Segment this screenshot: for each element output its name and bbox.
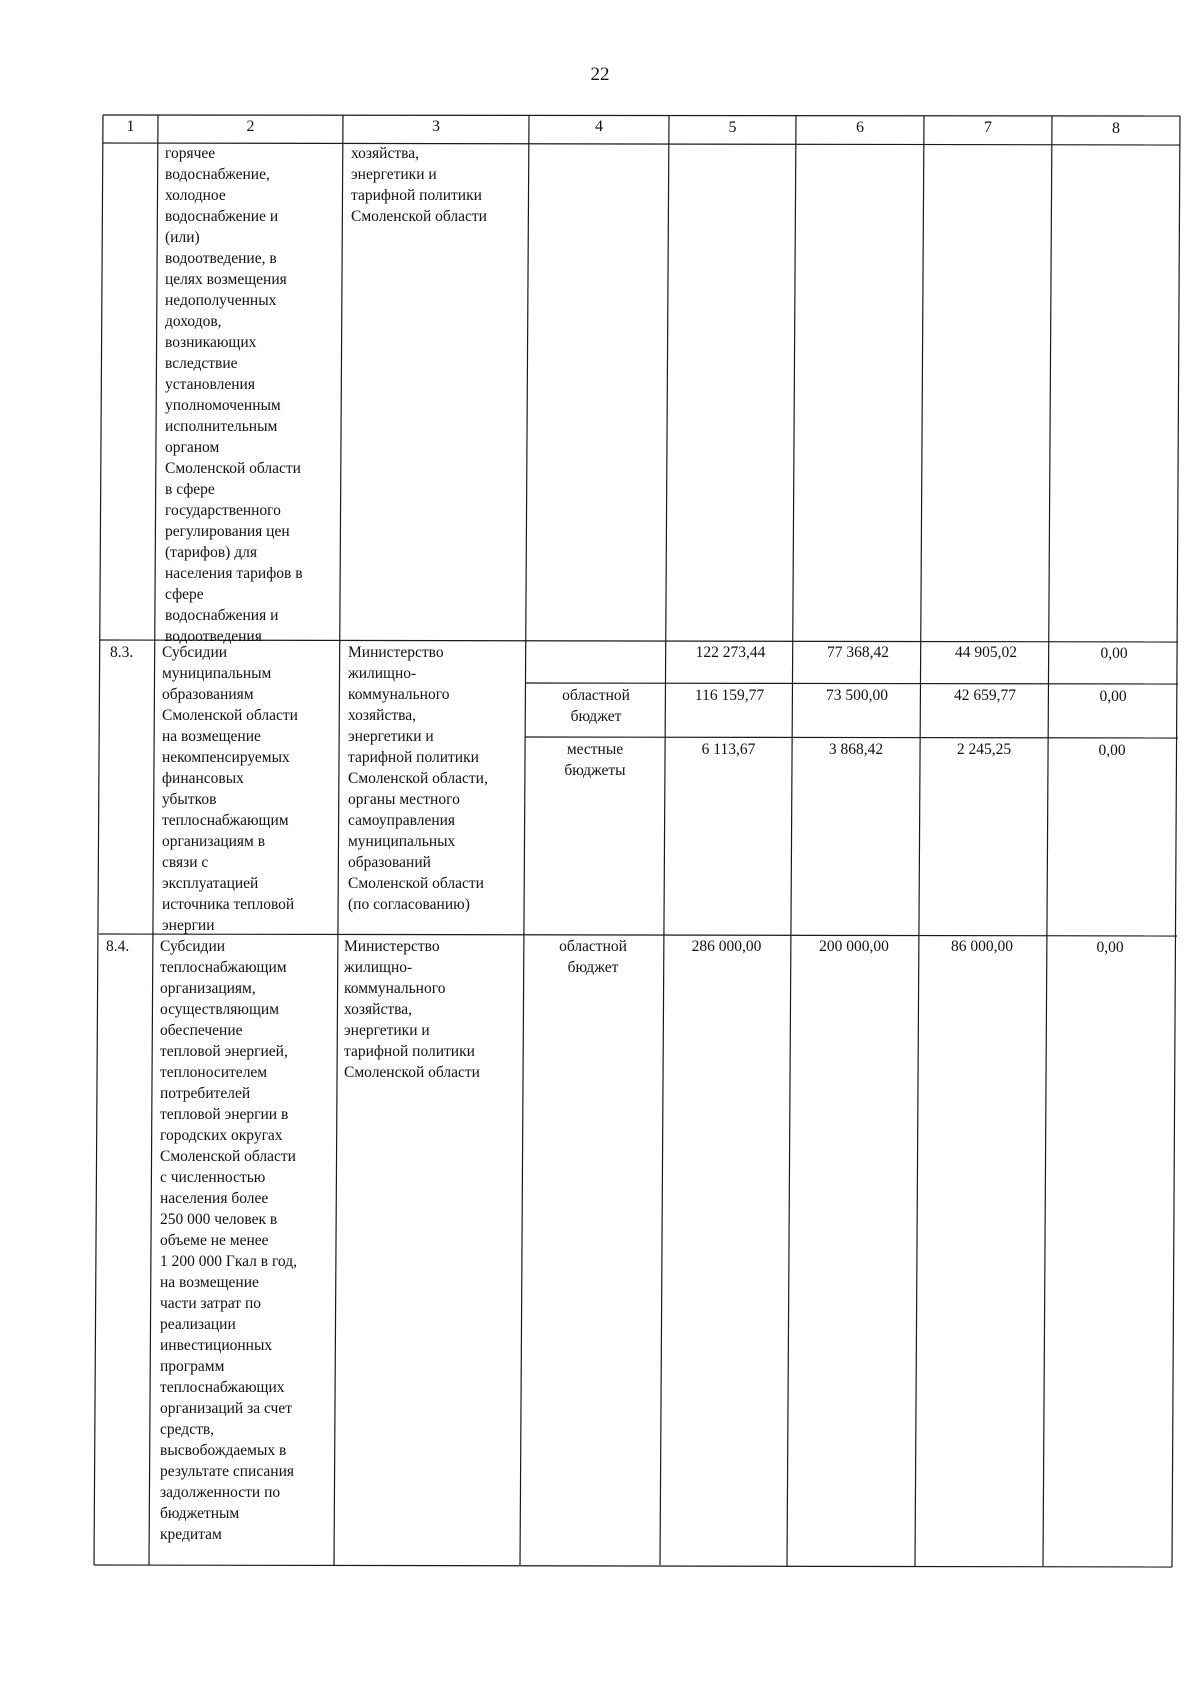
page-number: 22: [590, 64, 610, 85]
measure-name-8-4: Субсидии теплоснабжающим организациям, осуществляющим обеспечение тепловой энергией, теплоносителем потребителей тепловой энергии в городских округах Смоленской области с численностью населения более 250 000 человек в объеме не менее 1 200 000 Гкал в год, на возмещение части затрат по реализации инвестиционных программ теплоснабжающих организаций за счет средств, высвобождаемых в результате списания задолженности по бюджетным кредитам: [160, 938, 297, 1543]
row-number-8-3: 8.3.: [110, 644, 134, 661]
column-header-5: 5: [728, 119, 737, 136]
column-header-6: 6: [856, 119, 864, 136]
value-total-col8-8-3: 0,00: [1100, 645, 1128, 662]
measure-name-8-3: Субсидии муниципальным образованиям Смоленской области на возмещение некомпенсируемых финансовых убытков теплоснабжающим организациям в связи с эксплуатацией источника тепловой энергии: [162, 644, 298, 934]
executor-8-3: Министерство жилищно- коммунального хозяйства, энергетики и тарифной политики Смоленской области, органы местного самоуправления муниципальных образований Смоленской области (по согласованию): [348, 644, 488, 913]
column-header-1: 1: [126, 118, 135, 135]
continuation-executor: хозяйства, энергетики и тарифной политики Смоленской области: [351, 145, 487, 225]
value-col6-8-4: 200 000,00: [819, 938, 889, 955]
source-local-8-3: местные бюджеты: [564, 741, 626, 779]
value-col5-8-4: 286 000,00: [691, 938, 762, 955]
value-regional-col8-8-3: 0,00: [1099, 688, 1127, 705]
executor-8-4: Министерство жилищно- коммунального хозяйства, энергетики и тарифной политики Смоленской области: [344, 938, 480, 1081]
column-header-3: 3: [432, 118, 440, 135]
value-local-col8-8-3: 0,00: [1098, 742, 1126, 759]
value-local-col6-8-3: 3 868,42: [828, 741, 884, 758]
continuation-measure-name: горячее водоснабжение, холодное водоснабжение и (или) водоотведение, в целях возмещения недополученных доходов, возникающих вследствие установления уполномоченным исполнительным органом Смоленской области в сфере государственного регулирования цен (тарифов) для населения тарифов в сфере водоснабжения и водоотведения: [165, 145, 303, 645]
value-regional-col7-8-3: 42 659,77: [954, 687, 1016, 704]
column-header-4: 4: [595, 118, 603, 135]
value-local-col5-8-3: 6 113,67: [701, 741, 756, 758]
value-col7-8-4: 86 000,00: [951, 938, 1013, 955]
value-total-col5-8-3: 122 273,44: [695, 644, 766, 661]
column-header-8: 8: [1112, 120, 1120, 137]
value-regional-col6-8-3: 73 500,00: [826, 687, 888, 704]
value-regional-col5-8-3: 116 159,77: [694, 687, 765, 704]
value-local-col7-8-3: 2 245,25: [956, 741, 1012, 758]
column-header-7: 7: [984, 119, 992, 136]
source-regional-8-3: областной бюджет: [562, 687, 630, 725]
value-col8-8-4: 0,00: [1096, 939, 1124, 956]
source-8-4: областной бюджет: [559, 938, 627, 976]
column-header-2: 2: [246, 118, 255, 135]
value-total-col6-8-3: 77 368,42: [827, 644, 889, 661]
row-number-8-4: 8.4.: [106, 938, 130, 955]
value-total-col7-8-3: 44 905,02: [955, 644, 1017, 661]
